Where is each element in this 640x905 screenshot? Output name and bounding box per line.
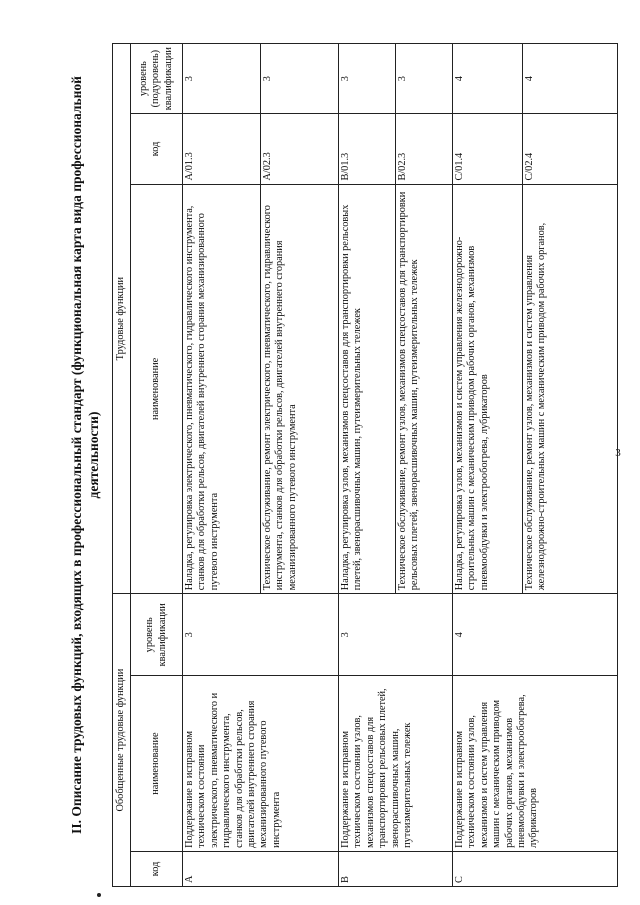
gen-function-code: C [453,851,618,886]
gen-function-name: Поддержание в исправном техническом состоянии электрического, пневматического и гидравлического инструмента, станков для обработки рельсов, двигателей внутреннего сгорания механизированного путевого инструмента [183,676,339,852]
gen-function-code: B [339,851,453,886]
gen-function-level: 3 [183,594,339,676]
sub-level-header: уровень (подуровень) квалификации [131,44,183,114]
labor-function-level: 3 [261,44,339,114]
section-title: II. Описание трудовых функций, входящих в профессиональный стандарт (функциональная карта вида профессиональной деятельности) [69,76,101,834]
gen-function-name: Поддержание в исправном техническом состоянии узлов, механизмов спецсоставов для транспортировки рельсовых плетей, звенорасшивочных машин, путеизмерительных тележек [339,676,453,852]
labor-function-name: Техническое обслуживание, ремонт узлов, механизмов и систем управления железнодорожно-строительных машин с механическим приводом рабочих органов, [523,184,618,594]
labor-function-code: C/01.4 [453,114,523,184]
labor-function-level: 3 [183,44,261,114]
scan-dot [97,893,101,897]
function-code-header: код [131,114,183,184]
labor-function-level: 4 [453,44,523,114]
function-name-header: наименование [131,184,183,594]
name-header: наименование [131,676,183,852]
labor-function-level: 4 [523,44,618,114]
page-number: 3 [615,447,621,459]
labor-function-code: A/01.3 [183,114,261,184]
labor-function-name: Наладка, регулировка узлов, механизмов спецсоставов для транспортировки рельсовых плетей, звенорасшивочных машин, путеизмерительных тележек [339,184,396,594]
code-header: код [131,851,183,886]
gen-function-level: 3 [339,594,453,676]
labor-function-code: A/02.3 [261,114,339,184]
labor-functions-header: Трудовые функции [113,44,131,594]
gen-function-name: Поддержание в исправном техническом состоянии узлов, механизмов и систем управления машин с механическим приводом рабочих органов, механизмов пневмообдувки и электрообогрева, лубрикаторов [453,676,618,852]
labor-function-name: Техническое обслуживание, ремонт электрического, пневматического, гидравлического инструмента, станков для обработки рельсов, двигателей внутреннего сгорания механизированного путевого инструмента [261,184,339,594]
gen-function-level: 4 [453,594,618,676]
labor-function-code: B/01.3 [339,114,396,184]
qual-level-header: уровень квалификации [131,594,183,676]
labor-function-level: 3 [396,44,453,114]
labor-function-name: Наладка, регулировка узлов, механизмов и систем управления железнодорожно-строительных машин с механическим приводом рабочих органов, механизмов пневмообдувки и электрообогрева, лубрикаторов [453,184,523,594]
labor-function-name: Наладка, регулировка электрического, пневматического, гидравлического инструмента, станков для обработки рельсов, двигателей внутреннего сгорания механизированного путевого инструмента [183,184,261,594]
functional-map-table [112,43,618,887]
labor-function-name: Техническое обслуживание, ремонт узлов, механизмов спецсоставов для транспортировки рельсовых плетей, звенорасшивочных машин, путеизмерительных тележек [396,184,453,594]
labor-function-code: B/02.3 [396,114,453,184]
labor-function-code: C/02.4 [523,114,618,184]
labor-function-level: 3 [339,44,396,114]
gen-functions-header: Обобщенные трудовые функции [113,594,131,887]
gen-function-code: A [183,851,339,886]
